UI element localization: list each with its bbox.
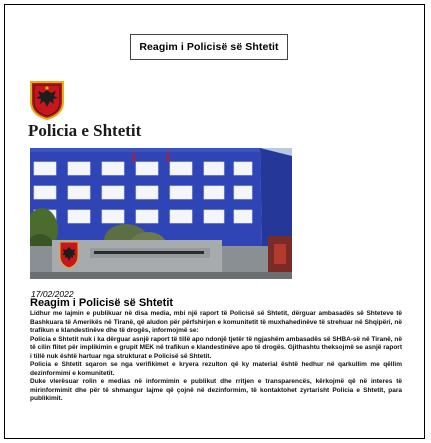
headquarters-photo [30, 148, 292, 279]
organization-name: Policia e Shtetit [28, 121, 142, 140]
article-body [30, 310, 402, 404]
title-box-text: Reagim i Policisë së Shtetit [139, 41, 279, 53]
article-paragraph: Lidhur me lajmin e publikuar në disa media, mbi një raport të Policisë së Shtetit, dërguar ambasadës së Shteteve të Bashkuara të Amerikës në Tiranë, që aludon për përfshirjen e komunitetit të muxhahedinëve të strehuar në Shqipëri, në trafikun e klandestinëve dhe të drogës, informojmë se: [30, 310, 402, 334]
police-emblem-icon [29, 80, 65, 120]
article-paragraph: Policia e Shtetit nuk i ka dërguar asnjë raport të tillë apo ndonjë tjetër të ngjashëm ambasadës së SHBA-së në Tiranë, në të cilin flitet për implikimin e grupit MEK në trafikun e klandestinëve apo të drogës. Gjithashtu theksojmë se asnjë raport i tillë nuk është hartuar nga strukturat e Policisë së Shtetit. [30, 335, 402, 360]
article-date: 17/02/2022 [31, 289, 74, 299]
article-paragraph: Duke vlerësuar rolin e medias në informimin e publikut dhe rritjen e transparencës, kërkojmë që në interes të mirinformimit dhe për të shmangur lajme që çojnë në dezinformim, të kontaktohet zyrtarisht Policia e Shtetit, para publikimit. [30, 378, 402, 402]
article-paragraph: Policia e Shtetit sqaron se nga verifikimet e kryera rezulton që ky material është hedhur në qarkullim me qëllim dezinformimi e komunitetit. [30, 361, 402, 377]
article-headline: Reagim i Policisë së Shtetit [30, 297, 174, 309]
title-box [130, 34, 288, 60]
